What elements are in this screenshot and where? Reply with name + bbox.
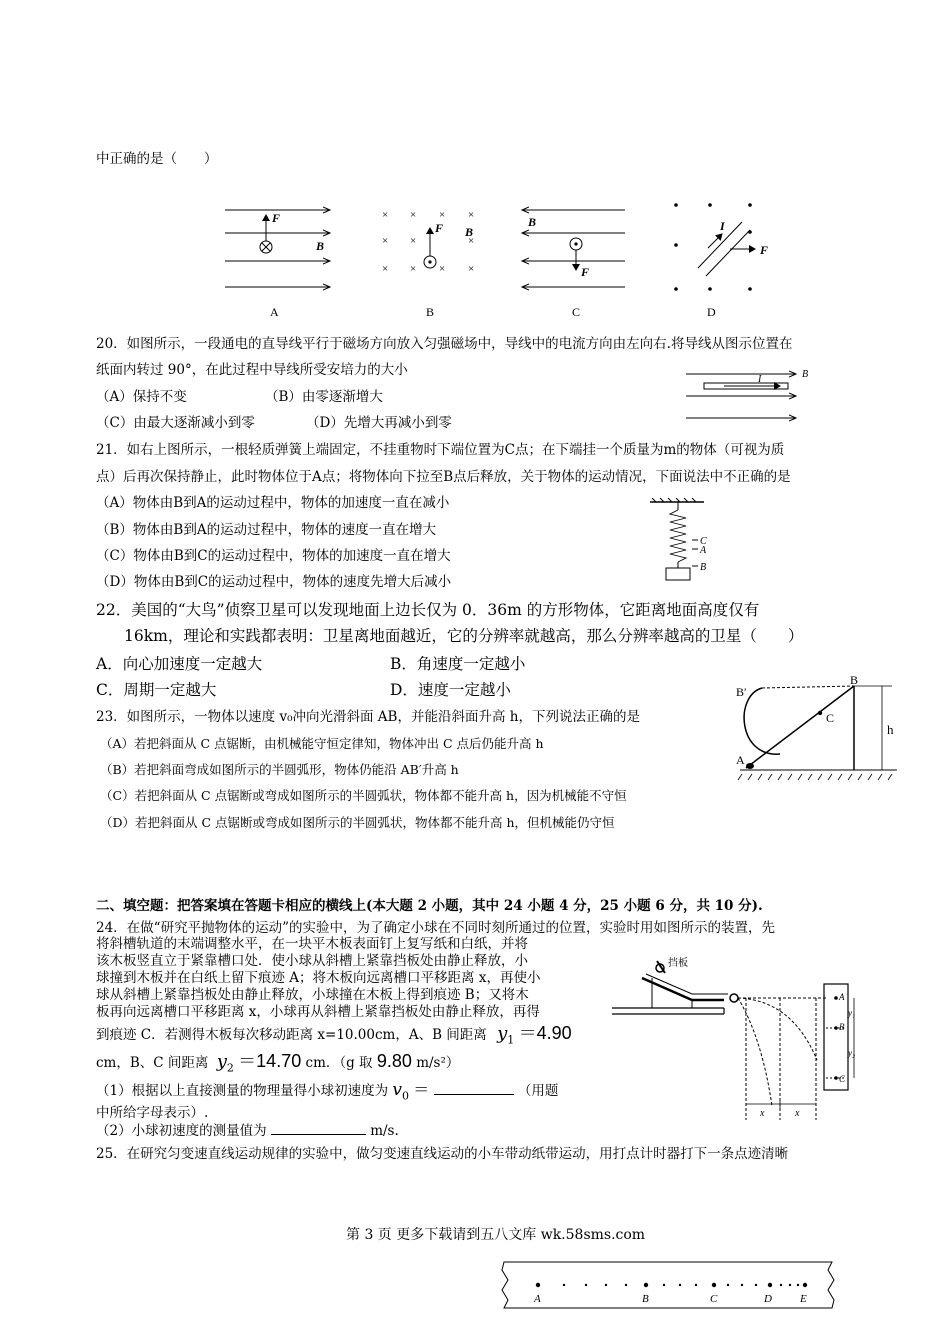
fig19-d-force-label: F — [760, 243, 769, 257]
q21-option-a: （A）物体由B到A的运动过程中，物体的加速度一直在减小 — [96, 495, 450, 511]
q20-stem-line2: 纸面内转过 90°，在此过程中导线所受安培力的大小 — [96, 362, 408, 378]
svg-text:×: × — [382, 235, 389, 247]
fig19-d — [674, 203, 768, 319]
q24-y2-subscript: 2 — [226, 1061, 234, 1075]
q24-g-unit: m/s²） — [416, 1055, 460, 1071]
q19-tail: 中正确的是（ ） — [96, 151, 218, 167]
q24-fig-label-a: A — [839, 992, 845, 1002]
q21-option-d: （D）物体由B到C的运动过程中，物体的速度先增大后减小 — [96, 574, 452, 590]
q24-line6: 板再向远离槽口平移距离 x，小球再从斜槽上紧靠挡板处由静止释放，再得 — [96, 1004, 540, 1020]
section2-title: 二、填空题：把答案填在答题卡相应的横线上(本大题 2 小题，其中 24 小题 4 分，25 小题 6 分，共 10 分). — [96, 898, 763, 914]
q22-stem-line2: 16km，理论和实践都表明：卫星离地面越近，它的分辨率就越高，那么分辨率越高的卫星（ ） — [124, 627, 804, 645]
tape-figure — [500, 1254, 836, 1314]
fig19-c — [522, 210, 625, 319]
q20-figure — [684, 364, 814, 426]
q20-fig-field-label: B — [802, 369, 809, 380]
q20-option-d: （D）先增大再减小到零 — [306, 415, 452, 431]
tape-label-b: B — [642, 1293, 649, 1305]
q21-option-c: （C）物体由B到C的运动过程中，物体的加速度一直在增大 — [96, 548, 451, 564]
fig19-label-b: B — [426, 305, 435, 319]
q21-stem-line2: 点）后再次保持静止，此时物体位于A点；将物体向下拉至B点后释放，关于物体的运动情况，下面说法中不正确的是 — [96, 469, 791, 485]
q22-option-b: B．角速度一定越小 — [390, 655, 526, 673]
q23-fig-label-bprime: B′ — [736, 685, 747, 699]
q24-line4: 球撞到木板并在白纸上留下痕迹 A；将木板向远离槽口平移距离 x，再使小 — [96, 970, 541, 986]
q20-option-c: （C）由最大逐渐减小到零 — [96, 415, 255, 431]
q21-option-b: （B）物体由B到A的运动过程中，物体的速度一直在增大 — [96, 522, 437, 538]
q24-v0-subscript: 0 — [402, 1089, 409, 1103]
fig19-b-field-label: B — [465, 225, 474, 239]
q24-sub2 — [96, 1122, 399, 1140]
q24-fig-label-x1: x — [760, 1108, 765, 1119]
q22-option-d: D．速度一定越小 — [390, 681, 511, 699]
q23-option-a: （A）若把斜面从 C 点锯断，由机械能守恒定律知，物体冲出 C 点后仍能升高 h — [100, 736, 544, 751]
q24-figure — [612, 948, 862, 1120]
fig19-b — [382, 209, 474, 319]
fig19-d-current-label: I — [720, 219, 725, 233]
svg-text:×: × — [410, 209, 417, 221]
q20-stem-line1: 20．如图所示，一段通电的直导线平行于磁场方向放入匀强磁场中，导线中的电流方向由左向右.将导线从图示位置在 — [96, 336, 793, 352]
q21-stem-line1: 21．如右上图所示，一根轻质弹簧上端固定，不挂重物时下端位置为C点；在下端挂一个质量为m的物体（可视为质 — [96, 442, 785, 458]
q23-option-b: （B）若把斜面弯成如图所示的半圆弧形，物体仍能沿 AB′升高 h — [100, 762, 459, 777]
fig19-b-force-label: F — [435, 221, 444, 235]
q20-option-b: （B）由零逐渐增大 — [265, 389, 383, 405]
q24-y1-symbol: y — [497, 1023, 508, 1044]
q21-figure — [650, 498, 730, 588]
q24-line3: 该木板竖直立于紧靠槽口处．使小球从斜槽上紧靠挡板处由静止释放，小 — [96, 953, 528, 969]
q19-figures — [210, 192, 780, 322]
q24-y2 — [216, 1051, 234, 1075]
q24-v0-answer-blank[interactable] — [434, 1094, 514, 1095]
svg-text:×: × — [439, 263, 446, 275]
q24-v0-measured-blank[interactable] — [271, 1134, 366, 1135]
svg-text:×: × — [382, 209, 389, 221]
q24-y1 — [497, 1023, 515, 1047]
q24-sub1 — [96, 1081, 558, 1105]
tape-label-d: D — [764, 1293, 772, 1305]
q22-option-c: C．周期一定越大 — [96, 681, 217, 699]
q24-sub1a-text: （1）根据以上直接测量的物理量得小球初速度为 — [96, 1083, 389, 1099]
tape-label-e: E — [800, 1293, 807, 1305]
fig19-label-d: D — [707, 305, 716, 319]
q22-option-a: A．向心加速度一定越大 — [96, 655, 263, 673]
q24-line7 — [96, 1024, 572, 1050]
fig19-a — [225, 210, 330, 319]
q23-fig-label-c: C — [826, 711, 835, 725]
q24-v0-equals: ＝ — [413, 1080, 430, 1099]
q24-fig-label-x2: x — [795, 1108, 800, 1119]
q24-fig-label-b: B — [839, 1022, 845, 1032]
q24-fig-label-c: C — [839, 1074, 846, 1084]
q24-y2-value: ＝14.70 — [238, 1051, 302, 1071]
q23-option-d: （D）若把斜面从 C 点锯断或弯成如图所示的半圆弧状，物体都不能升高 h，但机械能仍守恒 — [100, 815, 615, 830]
q21-fig-label-a: A — [700, 545, 707, 556]
svg-text:×: × — [468, 235, 475, 247]
q24-v0 — [392, 1080, 409, 1103]
q21-fig-label-b: B — [700, 562, 707, 573]
tape-label-c: C — [710, 1293, 718, 1305]
fig19-c-force-label: F — [581, 265, 590, 279]
q24-sub1c: 中所给字母表示）. — [96, 1105, 209, 1121]
q24-line8a-text: cm，B、C 间距离 — [96, 1055, 209, 1071]
q24-y1-subscript: 1 — [507, 1033, 515, 1047]
q24-sub1b-text: （用题 — [517, 1083, 559, 1099]
svg-text:×: × — [410, 263, 417, 275]
q24-sub2b-text: m/s. — [370, 1123, 399, 1139]
q24-y2-symbol: y — [216, 1051, 227, 1072]
q24-fig-label-y1: y₁ — [848, 1008, 856, 1018]
fig19-a-force-label: F — [272, 211, 281, 225]
q23-figure — [732, 674, 912, 782]
q24-line8 — [96, 1052, 459, 1078]
q23-fig-label-b: B — [850, 674, 859, 687]
fig19-label-c: C — [572, 305, 581, 319]
q23-fig-label-a: A — [736, 753, 745, 767]
q24-fig-label-y2: y₂ — [848, 1048, 856, 1058]
svg-text:×: × — [468, 209, 475, 221]
q24-v0-symbol: v — [392, 1080, 402, 1100]
q24-g-value: 9.80 — [376, 1051, 412, 1071]
q23-fig-label-h: h — [887, 722, 894, 737]
svg-text:×: × — [410, 235, 417, 247]
tape-label-a: A — [534, 1293, 541, 1305]
q24-line7-text: 到痕迹 C．若测得木板每次移动距离 x=10.00cm，A、B 间距离 — [96, 1027, 487, 1043]
q21-fig-label-c: C — [700, 536, 707, 547]
q23-option-c: （C）若把斜面从 C 点锯断或弯成如图所示的半圆弧状，物体都不能升高 h，因为机械能不守恒 — [100, 788, 627, 803]
q24-line8b-text: cm．（g 取 — [305, 1055, 373, 1071]
q23-stem: 23．如图所示，一物体以速度 v₀冲向光滑斜面 AB，并能沿斜面升高 h，下列说法正确的是 — [96, 709, 640, 725]
svg-text:×: × — [382, 263, 389, 275]
q22-stem-line1: 22．美国的“大鸟”侦察卫星可以发现地面上边长仅为 0．36m 的方形物体，它距离地面高度仅有 — [96, 601, 760, 619]
fig19-a-field-label: B — [316, 239, 325, 253]
q24-line2: 将斜槽轨道的末端调整水平，在一块平木板表面钉上复写纸和白纸，并将 — [96, 936, 528, 952]
q20-fig-current-label: I — [758, 374, 762, 385]
q24-line5: 球从斜槽上紧靠挡板处由静止释放，小球撞在木板上得到痕迹 B；又将木 — [96, 987, 529, 1003]
fig19-c-field-label: B — [528, 215, 537, 229]
q24-fig-baffle-label: 挡板 — [668, 958, 688, 969]
q24-sub2a-text: （2）小球初速度的测量值为 — [96, 1123, 267, 1139]
svg-text:×: × — [439, 209, 446, 221]
page-footer: 第 3 页 更多下载请到五八文库 wk.58sms.com — [346, 1227, 646, 1243]
q20-option-a: （A）保持不变 — [96, 389, 187, 405]
q25-line1: 25．在研究匀变速直线运动规律的实验中，做匀变速直线运动的小车带动纸带运动，用打点计时器打下一条点迹清晰 — [96, 1146, 789, 1162]
fig19-label-a: A — [270, 305, 279, 319]
svg-text:×: × — [468, 263, 475, 275]
q24-line1: 24．在做“研究平抛物体的运动”的实验中，为了确定小球在不同时刻所通过的位置，实验时用如图所示的装置，先 — [96, 920, 775, 936]
q24-y1-value: ＝4.90 — [518, 1023, 572, 1043]
